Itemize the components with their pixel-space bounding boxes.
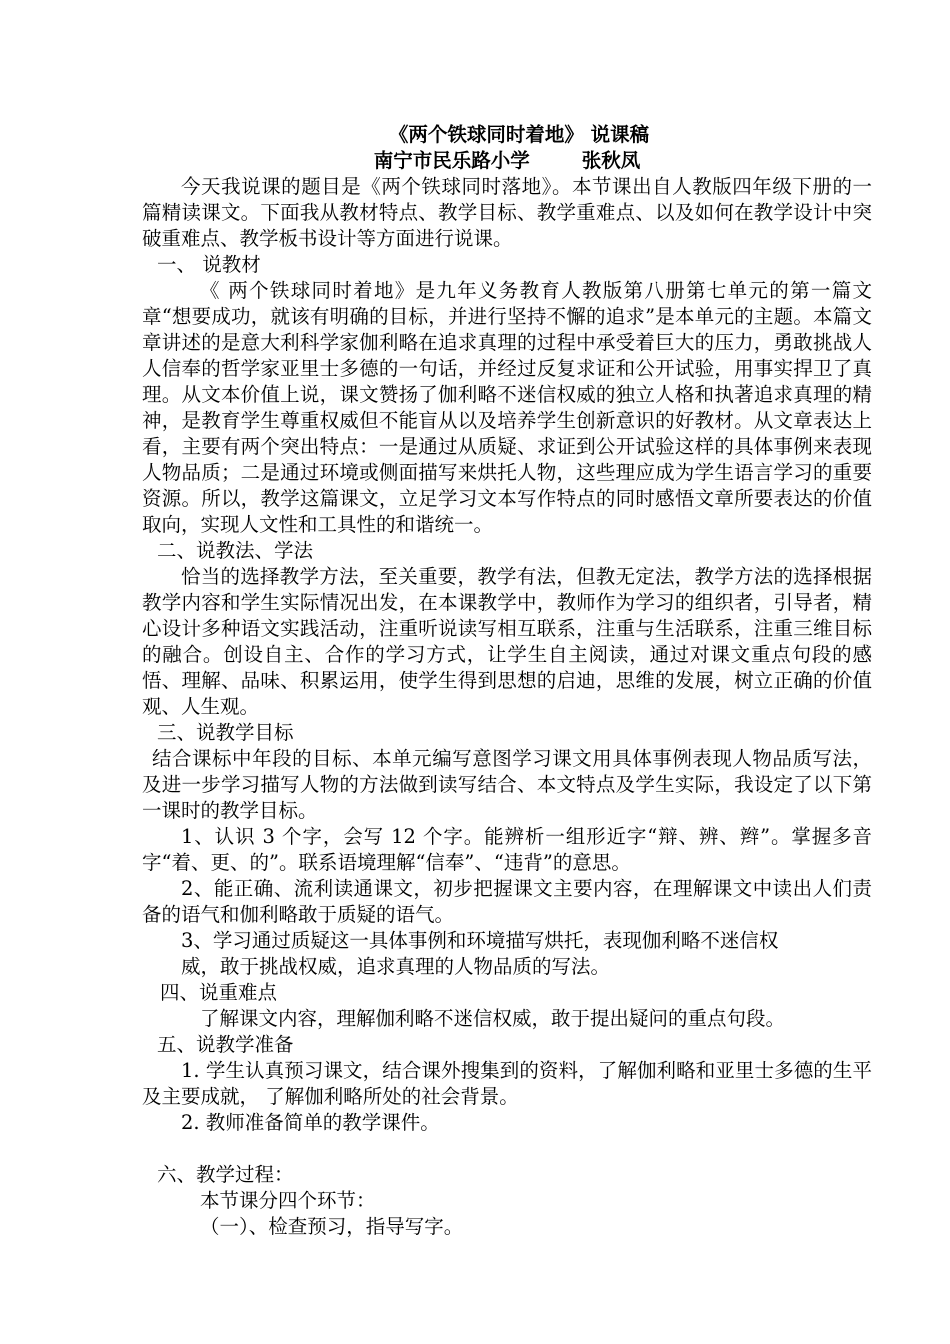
section-2-heading: 二、说教法、学法 (157, 539, 314, 562)
section-1-heading: 一、 说教材 (157, 253, 261, 276)
document-body (142, 122, 872, 1240)
section-1-body: 《 两个铁球同时着地》是九年义务教育人教版第八册第七单元的第一篇文章“想要成功，就该有明确的目标，并进行坚持不懈的追求”是本单元的主题。本篇文章讲述的是意大利科学家伽利略在追求真理的过程中承受着巨大的压力，勇敢挑战人人信奉的哲学家亚里士多德的一句话，并经过反复求证和公开试验，用事实捍卫了真理。从文本价值上说，课文赞扬了伽利略不迷信权威的独立人格和执著追求真理的精神，是教育学生尊重权威但不能盲从以及培养学生创新意识的好教材。从文章表达上看，主要有两个突出特点：一是通过从质疑、求证到公开试验这样的具体事例来表现人物品质；二是通过环境或侧面描写来烘托人物，这些理应成为学生语言学习的重要资源。所以，教学这篇课文，立足学习文本写作特点的同时感悟文章所要表达的价值取向，实现人文性和工具性的和谐统一。 (142, 279, 872, 536)
blank-line (142, 1136, 872, 1162)
section-5-heading: 五、说教学准备 (157, 1033, 294, 1056)
section-2-body: 恰当的选择教学方法，至关重要，教学有法，但教无定法，教学方法的选择根据教学内容和学生实际情况出发，在本课教学中，教师作为学习的组织者，引导者，精心设计多种语文实践活动，注重听说读写相互联系，注重与生活联系，注重三维目标的融合。创设自主、合作的学习方式，让学生自主阅读，通过对课文重点句段的感悟、理解、品味、积累运用，使学生得到思想的启迪，思维的发展，树立正确的价值观、人生观。 (142, 565, 872, 718)
section-3-goal-3-line-2: 威，敢于挑战权威，追求真理的人物品质的写法。 (181, 955, 611, 978)
intro-paragraph: 今天我说课的题目是《两个铁球同时落地》。本节课出自人教版四年级下册的一篇精读课文。下面我从教材特点、教学目标、教学重难点、以及如何在教学设计中突破重难点、教学板书设计等方面进行说课。 (142, 175, 872, 250)
school-name: 南宁市民乐路小学 (373, 149, 530, 172)
section-3-body: 结合课标中年段的目标、本单元编写意图学习课文用具体事例表现人物品质写法，及进一步学习描写人物的方法做到读写结合、本文特点及学生实际，我设定了以下第一课时的教学目标。 (142, 747, 872, 822)
section-3-heading: 三、说教学目标 (157, 721, 294, 744)
section-3-goal-2: 2、能正确、流利读通课文，初步把握课文主要内容，在理解课文中读出人们责备的语气和伽利略敢于质疑的语气。 (142, 877, 872, 926)
section-4-heading: 四、说重难点 (160, 981, 278, 1004)
section-3-goal-3-line-1: 3、学习通过质疑这一具体事例和环境描写烘托，表现伽利略不迷信权 (181, 929, 779, 952)
section-5-item-2: 2. 教师准备简单的教学课件。 (181, 1111, 440, 1134)
document-title: 《两个铁球同时着地》 说课稿 (388, 123, 650, 146)
section-6-line-2: （一）、检查预习，指导写字。 (200, 1215, 464, 1238)
author-name: 张秋凤 (581, 149, 641, 172)
author-line (142, 148, 872, 174)
section-4-body: 了解课文内容，理解伽利略不迷信权威，敢于提出疑问的重点句段。 (200, 1007, 786, 1030)
section-6-line-1: 本节课分四个环节： (200, 1189, 376, 1212)
section-3-goal-1: 1、认识 3 个字，会写 12 个字。能辨析一组形近字“辩、辨、辫”。掌握多音字“着、更、的”。联系语境理解“信奉”、“违背”的意思。 (142, 825, 872, 874)
section-6-heading: 六、教学过程： (157, 1163, 294, 1186)
section-5-item-1: 1. 学生认真预习课文，结合课外搜集到的资料，了解伽利略和亚里士多德的生平及主要成就， 了解伽利略所处的社会背景。 (142, 1059, 872, 1108)
